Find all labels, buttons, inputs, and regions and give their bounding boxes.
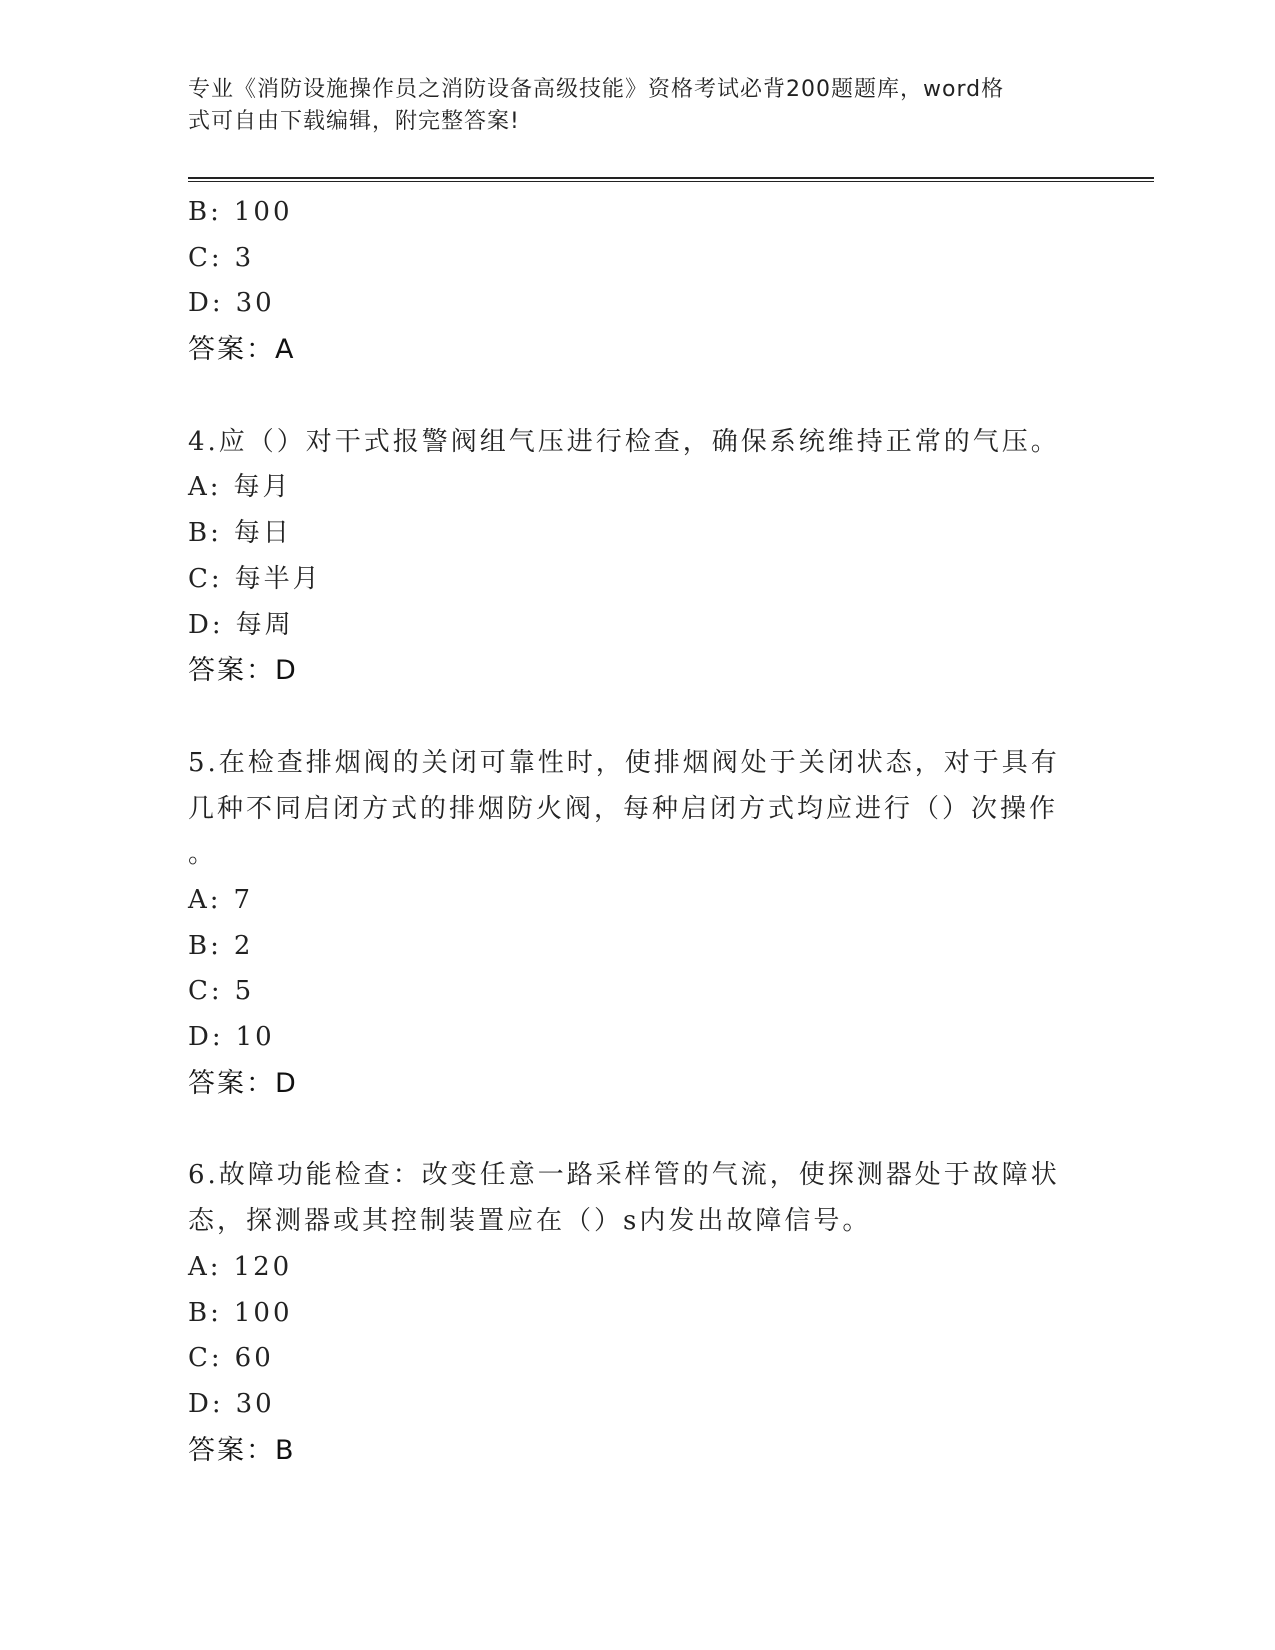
question-text-line-1: 5.在检查排烟阀的关闭可靠性时，使排烟阀处于关闭状态，对于具有 bbox=[188, 747, 1060, 778]
question-text-line-3: 。 bbox=[188, 839, 218, 870]
option-a: A: 每月 bbox=[188, 472, 292, 503]
question-3-continued bbox=[188, 190, 1068, 373]
option-d: D: 每周 bbox=[188, 609, 294, 640]
header-line-1: 专业《消防设施操作员之消防设备高级技能》资格考试必背200题题库，word格 bbox=[188, 77, 1005, 102]
option-c: C: 5 bbox=[188, 976, 255, 1007]
option-b: B: 100 bbox=[188, 197, 293, 227]
answer: 答案：B bbox=[188, 1434, 296, 1466]
header-rule-thin bbox=[188, 181, 1154, 182]
question-6 bbox=[188, 1153, 1068, 1473]
header-line-2: 式可自由下载编辑，附完整答案! bbox=[188, 109, 520, 134]
document-header bbox=[188, 74, 1068, 138]
option-a: A: 120 bbox=[188, 1251, 293, 1282]
option-c: C: 60 bbox=[188, 1343, 274, 1374]
question-text-line-2: 几种不同启闭方式的排烟防火阀，每种启闭方式均应进行（）次操作 bbox=[188, 793, 1059, 824]
option-b: B: 100 bbox=[188, 1297, 293, 1328]
option-c: C: 每半月 bbox=[188, 563, 322, 594]
option-c: C: 3 bbox=[188, 242, 255, 273]
option-b: B: 每日 bbox=[188, 518, 292, 549]
question-text-line-1: 6.故障功能检查：改变任意一路采样管的气流，使探测器处于故障状 bbox=[188, 1160, 1060, 1191]
answer: 答案：D bbox=[188, 1067, 298, 1099]
question-text: 4.应（）对干式报警阀组气压进行检查，确保系统维持正常的气压。 bbox=[188, 426, 1060, 457]
answer: 答案：A bbox=[188, 334, 296, 366]
option-b: B: 2 bbox=[188, 930, 254, 961]
header-rule-thick bbox=[188, 177, 1154, 179]
option-d: D: 10 bbox=[188, 1022, 275, 1053]
question-4 bbox=[188, 420, 1068, 694]
option-d: D: 30 bbox=[188, 288, 275, 319]
option-a: A: 7 bbox=[188, 885, 254, 915]
answer: 答案：D bbox=[188, 655, 298, 687]
option-d: D: 30 bbox=[188, 1388, 275, 1419]
document-body bbox=[188, 190, 1068, 1473]
question-5 bbox=[188, 741, 1068, 1107]
question-text-line-2: 态，探测器或其控制装置应在（）s内发出故障信号。 bbox=[188, 1206, 872, 1237]
